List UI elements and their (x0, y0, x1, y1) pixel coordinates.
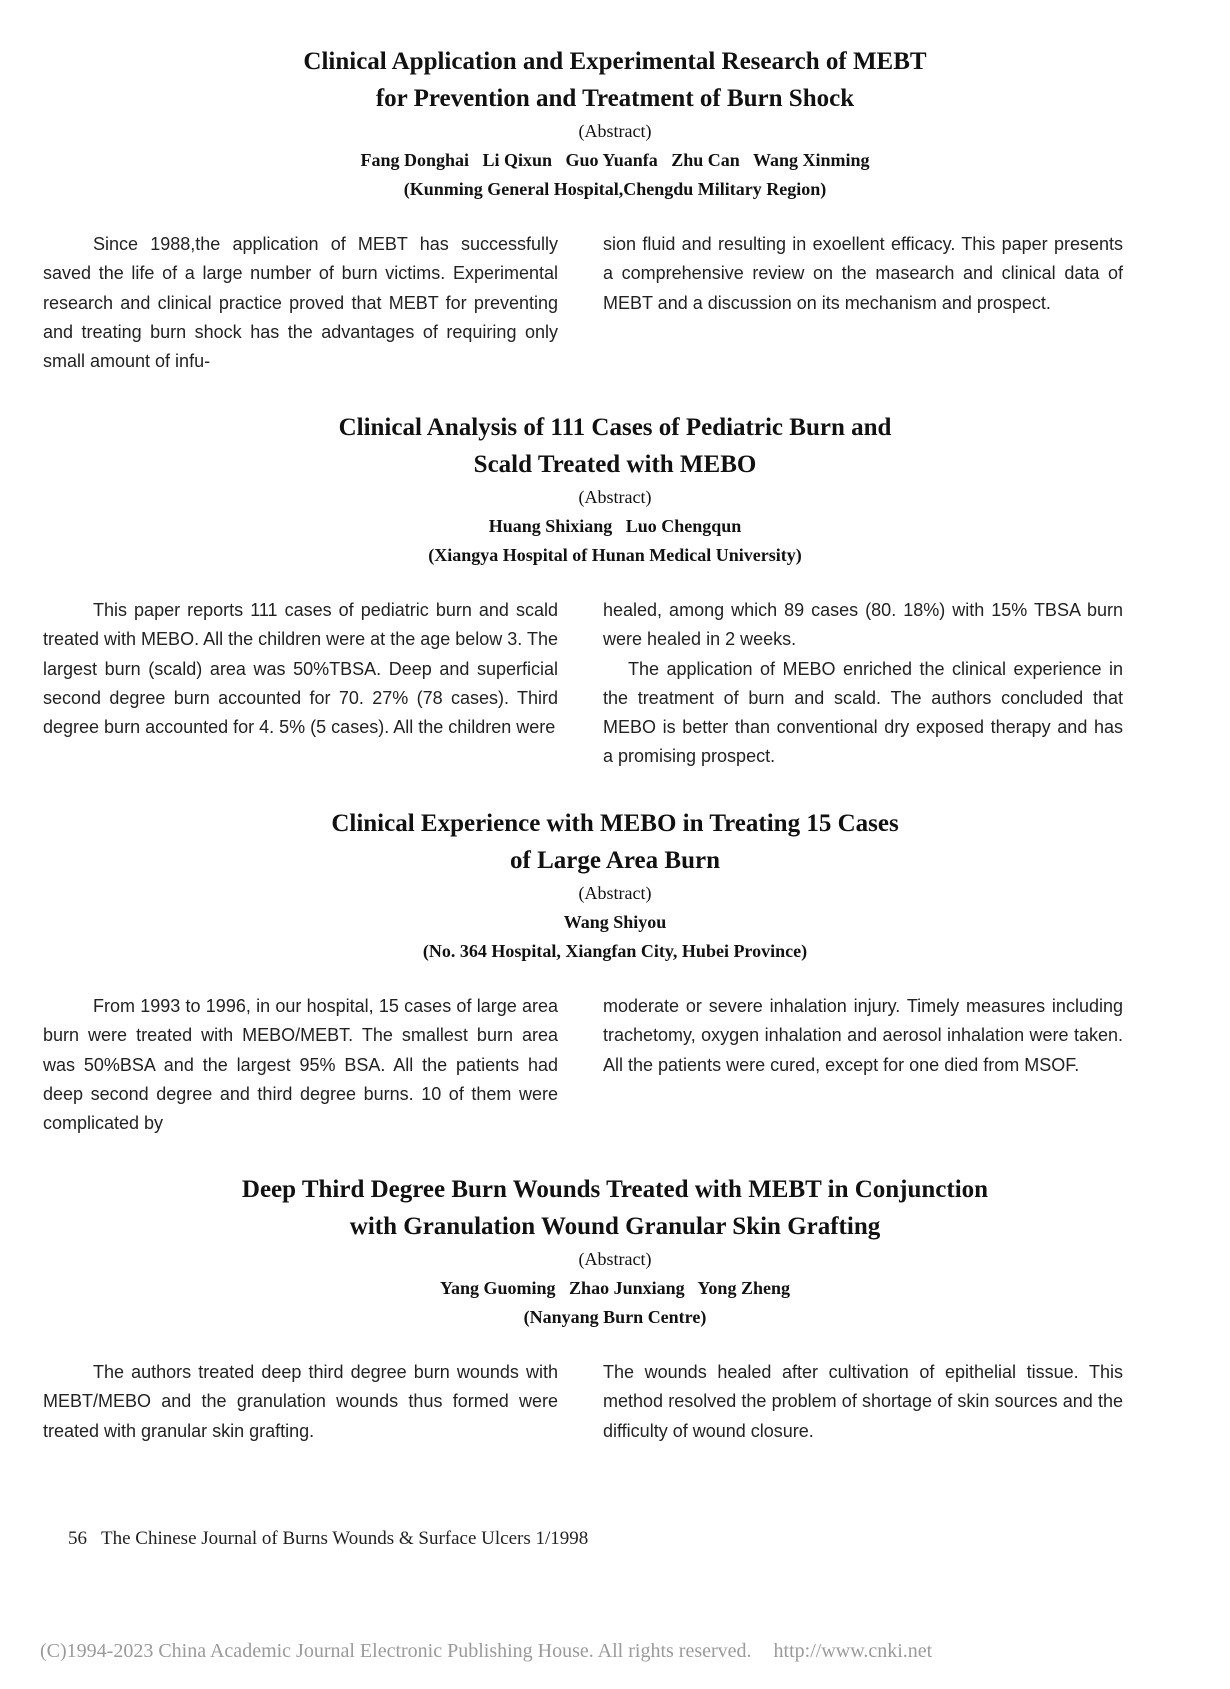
left-column (43, 596, 558, 742)
affiliation: (Kunming General Hospital,Chengdu Military Region) (403, 179, 827, 199)
authors: Yang Guoming Zhao Junxiang Yong Zheng (440, 1278, 790, 1298)
article-title: Clinical Experience with MEBO in Treating 15 Cases of Large Area Burn (331, 810, 899, 874)
paragraph: From 1993 to 1996, in our hospital, 15 cases of large area burn were treated with MEBO/MEBT. The smallest burn area was 50%BSA and the largest 95% BSA. All the patients had deep second degree and third degree burns. 10 of them were complicated by (43, 996, 558, 1134)
article-2 (0, 409, 1230, 767)
abstract-body (0, 230, 1230, 390)
right-column (603, 992, 1123, 1080)
journal-name: The Chinese Journal of Burns Wounds & Surface Ulcers 1/1998 (101, 1528, 589, 1549)
left-column (43, 992, 558, 1138)
paragraph: The authors treated deep third degree burn wounds with MEBT/MEBO and the granulation wounds thus formed were treated with granular skin grafting. (43, 1362, 558, 1441)
abstract-label: (Abstract) (578, 487, 652, 507)
paragraph: This paper reports 111 cases of pediatric burn and scald treated with MEBO. All the children were at the age below 3. The largest burn (scald) area was 50%TBSA. Deep and superficial second degree burn accounted for 70. 27% (78 cases). Third degree burn accounted for 4. 5% (5 cases). All the children were (43, 600, 558, 738)
right-column (603, 596, 1123, 772)
affiliation: (No. 364 Hospital, Xiangfan City, Hubei Province) (422, 941, 808, 961)
right-column (603, 230, 1123, 318)
article-title: Deep Third Degree Burn Wounds Treated with MEBT in Conjunction with Granulation Wound Granular Skin Grafting (241, 1176, 989, 1240)
source-url: http://www.cnki.net (773, 1640, 933, 1662)
abstract-body (0, 992, 1230, 1152)
abstract-label: (Abstract) (578, 883, 652, 903)
authors: Fang Donghai Li Qixun Guo Yuanfa Zhu Can Wang Xinming (360, 150, 870, 170)
page-number: 56 (68, 1528, 87, 1549)
paragraph: healed, among which 89 cases (80. 18%) with 15% TBSA burn were healed in 2 weeks. (603, 600, 1123, 650)
left-column (43, 230, 558, 376)
paragraph: The wounds healed after cultivation of epithelial tissue. This method resolved the problem of shortage of skin sources and the difficulty of wound closure. (603, 1362, 1123, 1441)
paragraph: moderate or severe inhalation injury. Timely measures including trachetomy, oxygen inhalation and aerosol inhalation were taken. All the patients were cured, except for one died from MSOF. (603, 996, 1123, 1075)
authors: Huang Shixiang Luo Chengqun (488, 516, 742, 536)
affiliation: (Xiangya Hospital of Hunan Medical University) (428, 545, 802, 565)
article-1 (0, 43, 1230, 390)
paragraph: The application of MEBO enriched the clinical experience in the treatment of burn and scald. The authors concluded that MEBO is better than conventional dry exposed therapy and has a promising prospect. (603, 658, 1123, 767)
copyright-notice (40, 1640, 932, 1663)
page-footer (68, 1528, 602, 1550)
abstract-label: (Abstract) (578, 121, 652, 141)
article-3 (0, 805, 1230, 1152)
paragraph: sion fluid and resulting in exoellent efficacy. This paper presents a comprehensive review on the masearch and clinical data of MEBT and a discussion on its mechanism and prospect. (603, 234, 1123, 313)
copyright-text: (C)1994-2023 China Academic Journal Electronic Publishing House. All rights reserved. (40, 1640, 752, 1662)
article-4 (0, 1171, 1230, 1518)
article-title: Clinical Application and Experimental Research of MEBT for Prevention and Treatment of Burn Shock (303, 48, 927, 112)
authors: Wang Shiyou (563, 912, 667, 932)
right-column (603, 1358, 1123, 1446)
article-title: Clinical Analysis of 111 Cases of Pediatric Burn and Scald Treated with MEBO (338, 414, 892, 478)
abstract-body (0, 596, 1230, 767)
affiliation: (Nanyang Burn Centre) (523, 1307, 707, 1327)
paragraph: Since 1988,the application of MEBT has successfully saved the life of a large number of burn victims. Experimental research and clinical practice proved that MEBT for preventing and treating burn shock has the advantages of requiring only small amount of infu- (43, 234, 558, 372)
abstract-label: (Abstract) (578, 1249, 652, 1269)
left-column (43, 1358, 558, 1446)
abstract-body (0, 1358, 1230, 1518)
